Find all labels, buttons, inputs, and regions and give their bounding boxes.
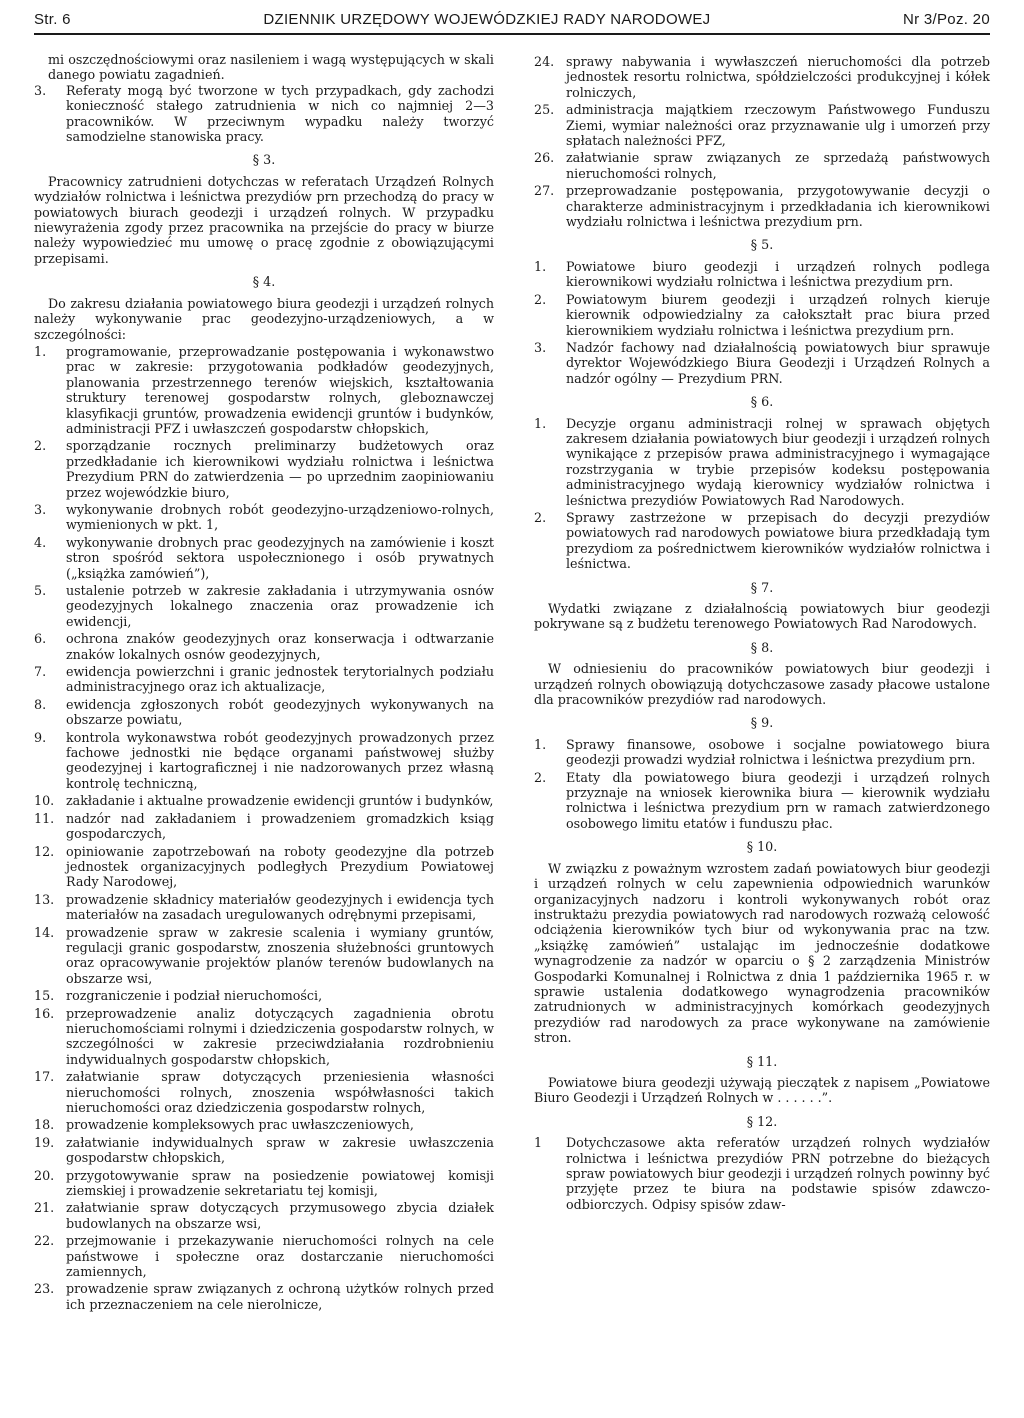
item-number: 26.	[534, 150, 555, 166]
item-number: 27.	[534, 183, 555, 199]
item-number: 25.	[534, 102, 555, 118]
list-item	[34, 1135, 494, 1166]
item-number: 4.	[34, 534, 47, 550]
item-number: 11.	[34, 810, 55, 826]
paragraph: Pracownicy zatrudnieni dotychczas w referatach Urządzeń Rolnych wydziałów rolnictwa i leśnictwa prezydiów prn przechodzą do pracy w powiatowych biurach geodezji i urządzeń rolnych. W przypadku niewyrażenia zgody przez pracownika na przejście do pracy w biurze należy wypowiedzieć mu umowę o pracę zgodnie z obowiązującymi przepisami.	[34, 173, 494, 266]
duties-list-continued	[534, 54, 990, 229]
list-item	[34, 83, 494, 145]
item-number: 2.	[534, 509, 547, 525]
list-item	[34, 697, 494, 728]
item-number: 14.	[34, 924, 55, 940]
item-number: 3.	[34, 501, 47, 517]
item-number: 8.	[34, 696, 47, 712]
section-heading: § 12.	[746, 1113, 778, 1129]
running-header	[34, 6, 990, 32]
list-item	[34, 793, 494, 808]
list-item	[34, 438, 494, 500]
section-list	[534, 416, 990, 572]
item-text: prowadzenie kompleksowych prac uwłaszczeniowych,	[66, 1117, 414, 1133]
item-text: opiniowanie zapotrzebowań na roboty geodezyjne dla potrzeb jednostek organizacyjnych podległych Prezydium Powiatowej Rady Narodowej,	[66, 843, 494, 890]
list-item	[34, 988, 494, 1003]
item-number: 17.	[34, 1069, 55, 1085]
item-number: 1.	[534, 415, 547, 431]
item-number: 7.	[34, 664, 47, 680]
item-text: załatwianie spraw dotyczących przymusowego zbycia działek budowlanych na obszarze wsi,	[66, 1200, 494, 1231]
list-item	[34, 844, 494, 890]
item-text: Decyzje organu administracji rolnej w sprawach objętych zakresem działania powiatowych biur geodezji i urządzeń rolnych wynikające z przepisów prawa administracyjnego i wymagające rozstrzygania w trybie przepisów kodeksu postępowania administracyjnego wydają kierownicy wydziałów rolnictwa i leśnictwa prezydiów Powiatowych Rad Narodowych.	[566, 415, 990, 508]
item-number: 2.	[534, 769, 547, 785]
item-text: nadzór nad zakładaniem i prowadzeniem gromadzkich ksiąg gospodarczych,	[66, 810, 494, 842]
list-item	[534, 737, 990, 768]
paragraph: Powiatowe biura geodezji używają pieczątek z napisem „Powiatowe Biuro Geodezji i Urządzeń Rolnych w . . . . . .”.	[534, 1074, 990, 1106]
item-number: 2.	[34, 438, 47, 454]
list-item	[34, 631, 494, 662]
list-item	[534, 1135, 990, 1212]
item-number: 3.	[534, 339, 547, 355]
list-item	[34, 344, 494, 436]
list-item	[534, 770, 990, 832]
item-number: 6.	[34, 631, 47, 647]
item-text: Nadzór fachowy nad działalnością powiatowych biur sprawuje dyrektor Wojewódzkiego Biura Geodezji i Urządzeń Rolnych a nadzór ogólny — Prezydium PRN.	[566, 339, 990, 386]
item-text: Dotychczasowe akta referatów urządzeń rolnych wydziałów rolnictwa i leśnictwa prezydiów PRN potrzebne do bieżących spraw powiatowych biur geodezji i urządzeń rolnych powinny być przyjęte przez te biura na podstawie spisów zdawczo-odbiorczych. Odpisy spisów zdaw-	[566, 1135, 990, 1212]
list-item	[534, 340, 990, 386]
item-text: przygotowywanie spraw na posiedzenie powiatowej komisji ziemskiej i prowadzenie sekretariatu tej komisji,	[66, 1167, 494, 1199]
item-text: Referaty mogą być tworzone w tych przypadkach, gdy zachodzi konieczność stałego zatrudnienia w nich co najmniej 2—3 pracowników. W przeciwnym wypadku należy tworzyć samodzielne stanowiska pracy.	[66, 82, 494, 145]
item-text: administracja majątkiem rzeczowym Państwowego Funduszu Ziemi, wymiar należności oraz przyznawanie ulg i umorzeń przy spłatach należności PFZ,	[566, 102, 990, 149]
item-text: załatwianie spraw dotyczących przeniesienia własności nieruchomości rolnych, znoszenia współwłasności takich nieruchomości oraz dziedziczenia gospodarstw rolnych,	[66, 1069, 494, 1115]
continued-text: mi oszczędnościowymi oraz nasileniem i wagą występujących w skali danego powiatu zagadnień.	[48, 52, 494, 83]
journal-title: DZIENNIK URZĘDOWY WOJEWÓDZKIEJ RADY NARODOWEJ	[263, 10, 711, 28]
item-number: 21.	[34, 1200, 55, 1216]
item-text: załatwianie indywidualnych spraw w zakresie uwłaszczenia gospodarstw chłopskich,	[66, 1134, 494, 1166]
issue-number: Nr 3/Poz. 20	[903, 10, 990, 28]
list-item	[534, 183, 990, 229]
item-number: 1	[534, 1135, 543, 1151]
item-text: prowadzenie składnicy materiałów geodezyjnych i ewidencja tych materiałów na zasadach uregulowanych odrębnymi przepisami,	[66, 891, 494, 923]
item-text: ochrona znaków geodezyjnych oraz konserwacja i odtwarzanie znaków lokalnych osnów geodezyjnych,	[66, 631, 494, 662]
item-number: 1.	[534, 736, 547, 752]
item-number: 18.	[34, 1117, 55, 1133]
item-text: ewidencja zgłoszonych robót geodezyjnych wykonywanych na obszarze powiatu,	[66, 696, 494, 728]
item-text: załatwianie spraw związanych ze sprzedażą państwowych nieruchomości rolnych,	[566, 150, 990, 181]
item-text: zakładanie i aktualne prowadzenie ewidencji gruntów i budynków,	[66, 793, 494, 809]
section-heading: § 7.	[750, 579, 774, 595]
list-item	[534, 259, 990, 290]
item-number: 9.	[34, 729, 47, 745]
item-number: 23.	[34, 1281, 55, 1297]
list-item	[34, 925, 494, 987]
list-item	[34, 535, 494, 581]
list-item	[34, 1233, 494, 1279]
list-item	[34, 730, 494, 792]
item-text: ewidencja powierzchni i granic jednostek terytorialnych podziału administracyjnego oraz ich aktualizacje,	[66, 664, 494, 695]
item-number: 2.	[534, 291, 547, 307]
list-item	[534, 416, 990, 508]
item-text: wykonywanie drobnych prac geodezyjnych na zamówienie i koszt stron spośród sektora uspołecznionego i osób prywatnych („książka zamówień”),	[66, 534, 494, 581]
item-text: sporządzanie rocznych preliminarzy budżetowych oraz przedkładanie ich kierownikowi wydziału rolnictwa i leśnictwa Prezydium PRN do zatwierdzenia — po uprzednim zaopiniowaniu przez wojewódzkie biuro,	[66, 438, 494, 500]
right-column	[534, 52, 990, 1212]
item-text: Etaty dla powiatowego biura geodezji i urządzeń rolnych przyznaje na wniosek kierownika biura — kierownik wydziału rolnictwa i leśnictwa prezydium prn w ramach zatwierdzonego osobowego limitu etatów i funduszu płac.	[566, 769, 990, 831]
item-text: kontrola wykonawstwa robót geodezyjnych prowadzonych przez fachowe jednostki nie będące organami państwowej służby geodezyjnej i kartograficznej i nie nadzorowanych przez własną kontrolę techniczną,	[66, 729, 494, 791]
item-text: Powiatowe biuro geodezji i urządzeń rolnych podlega kierownikowi wydziału rolnictwa i leśnictwa prezydium prn.	[566, 258, 990, 290]
section-list	[534, 737, 990, 831]
item-number: 19.	[34, 1134, 55, 1150]
item-text: rozgraniczenie i podział nieruchomości,	[66, 988, 323, 1004]
item-number: 15.	[34, 988, 55, 1004]
list-item	[534, 102, 990, 148]
item-text: przeprowadzanie postępowania, przygotowywanie decyzji o charakterze administracyjnym i przedkładania ich kierownikowi wydziału rolnictwa i leśnictwa prezydium prn.	[566, 183, 990, 230]
header-rule	[34, 33, 990, 35]
section-heading: § 5.	[750, 237, 774, 253]
paragraph: Do zakresu działania powiatowego biura geodezji i urządzeń rolnych należy wykonywanie prac geodezyjno-urządzeniowych, a w szczególności:	[34, 295, 494, 342]
item-text: przejmowanie i przekazywanie nieruchomości rolnych na cele państwowe i społeczne oraz dostarczanie nieruchomości zamiennych,	[66, 1233, 494, 1280]
list-item	[34, 1006, 494, 1068]
list-item	[34, 1117, 494, 1132]
item-number: 10.	[34, 793, 55, 809]
item-text: Sprawy zastrzeżone w przepisach do decyzji prezydiów powiatowych rad narodowych powiatowe biura przedkładają tym prezydiom za pośrednictwem kierowników wydziałów rolnictwa i leśnictwa.	[566, 509, 990, 572]
list-item	[534, 510, 990, 572]
item-number: 22.	[34, 1233, 55, 1249]
item-number: 13.	[34, 891, 55, 907]
section-heading: § 3.	[252, 152, 276, 168]
item-number: 1.	[34, 343, 47, 359]
item-text: prowadzenie spraw w zakresie scalenia i wymiany gruntów, regulacji granic gospodarstw, znoszenia służebności gruntowych oraz opracowywanie projektów planów terenów budowlanych na obszarze wsi,	[66, 924, 494, 986]
item-number: 20.	[34, 1167, 55, 1183]
section-heading: § 10.	[746, 839, 778, 855]
item-text: sprawy nabywania i wywłaszczeń nieruchomości dla potrzeb jednostek resortu rolnictwa, spółdzielczości produkcyjnej i kółek rolniczych,	[566, 54, 990, 100]
item-text: Powiatowym biurem geodezji i urządzeń rolnych kieruje kierownik odpowiedzialny za całokształt prac biura przed kierownikiem wydziału rolnictwa i leśnictwa prezydium prn.	[566, 291, 990, 338]
list-item	[34, 1069, 494, 1115]
list-item	[534, 54, 990, 100]
item-text: Sprawy finansowe, osobowe i socjalne powiatowego biura geodezji prowadzi wydział rolnictwa i leśnictwa prezydium prn.	[566, 736, 990, 768]
list-item	[34, 1168, 494, 1199]
section-heading: § 6.	[750, 394, 774, 410]
item-text: przeprowadzenie analiz dotyczących zagadnienia obrotu nieruchomościami rolnymi i dziedziczenia gospodarstw rolnych, w szczególności w zakresie przeciwdziałania rozdrobnieniu indywidualnych gospodarstw chłopskich,	[66, 1005, 494, 1067]
list-item	[534, 150, 990, 181]
list-item	[34, 664, 494, 695]
section-heading: § 9.	[750, 715, 774, 731]
duties-list	[34, 344, 494, 1312]
item-text: ustalenie potrzeb w zakresie zakładania i utrzymywania osnów geodezyjnych lokalnego znaczenia oraz prowadzenie ich ewidencji,	[66, 583, 494, 629]
section-heading: § 11.	[746, 1053, 778, 1069]
item-number: 16.	[34, 1005, 55, 1021]
item-text: wykonywanie drobnych robót geodezyjno-urządzeniowo-rolnych, wymienionych w pkt. 1,	[66, 501, 494, 533]
list-item	[34, 1200, 494, 1231]
item-number: 5.	[34, 583, 47, 598]
item-number: 1.	[534, 258, 547, 274]
item-number: 12.	[34, 843, 55, 859]
list-item	[34, 583, 494, 629]
list-item	[34, 892, 494, 923]
paragraph: Wydatki związane z działalnością powiatowych biur geodezji pokrywane są z budżetu terenowego Powiatowych Rad Narodowych.	[534, 601, 990, 632]
item-text: prowadzenie spraw związanych z ochroną użytków rolnych przed ich przeznaczeniem na cele nierolnicze,	[66, 1281, 494, 1312]
paragraph: W odniesieniu do pracowników powiatowych biur geodezji i urządzeń rolnych obowiązują dotychczasowe zasady płacowe ustalone dla pracowników prezydiów rad narodowych.	[534, 661, 990, 708]
paragraph: W związku z poważnym wzrostem zadań powiatowych biur geodezji i urządzeń rolnych w celu zapewnienia odpowiednich warunków organizacyjnych nadzoru i kontroli wykonywanych robót oraz instruktażu prezydia powiatowych rad narodowych rozważą celowość odciążenia kierowników tych biur od wykonywania prac na tzw. „książkę zamówień” ustalając im jednocześnie dodatkowe wynagrodzenie za nadzór w oparciu o § 2 zarządzenia Ministrów Gospodarki Komunalnej i Rolnictwa z dnia 1 października 1965 r. w sprawie ustalenia dodatkowego wynagrodzenia pracowników zatrudnionych w administracyjnych komórkach geodezyjnych prezydiów rad narodowych za prace wykonywane na zamówienie stron.	[534, 860, 990, 1046]
list-item	[34, 811, 494, 842]
item-text: programowanie, przeprowadzanie postępowania i wykonawstwo prac w zakresie: przygotowania podkładów geodezyjnych, planowania przestrzennego terenów wiejskich, kształtowania struktury terenowej gospodarstw rolnych, gleboznawczej klasyfikacji gruntów, prowadzenia ewidencji gruntów i budynków, administracji PFZ i uwłaszczeń gospodarstw chłopskich,	[66, 343, 494, 436]
section-heading: § 4.	[252, 274, 276, 290]
section-list	[534, 259, 990, 386]
item-number: 24.	[534, 54, 555, 69]
item-number: 3.	[34, 82, 47, 98]
page-number: Str. 6	[34, 10, 71, 28]
list-item	[534, 292, 990, 338]
section-heading: § 8.	[750, 639, 774, 655]
list-item	[34, 1281, 494, 1312]
left-column	[34, 52, 494, 1312]
section-list	[534, 1135, 990, 1212]
list-item	[34, 502, 494, 533]
